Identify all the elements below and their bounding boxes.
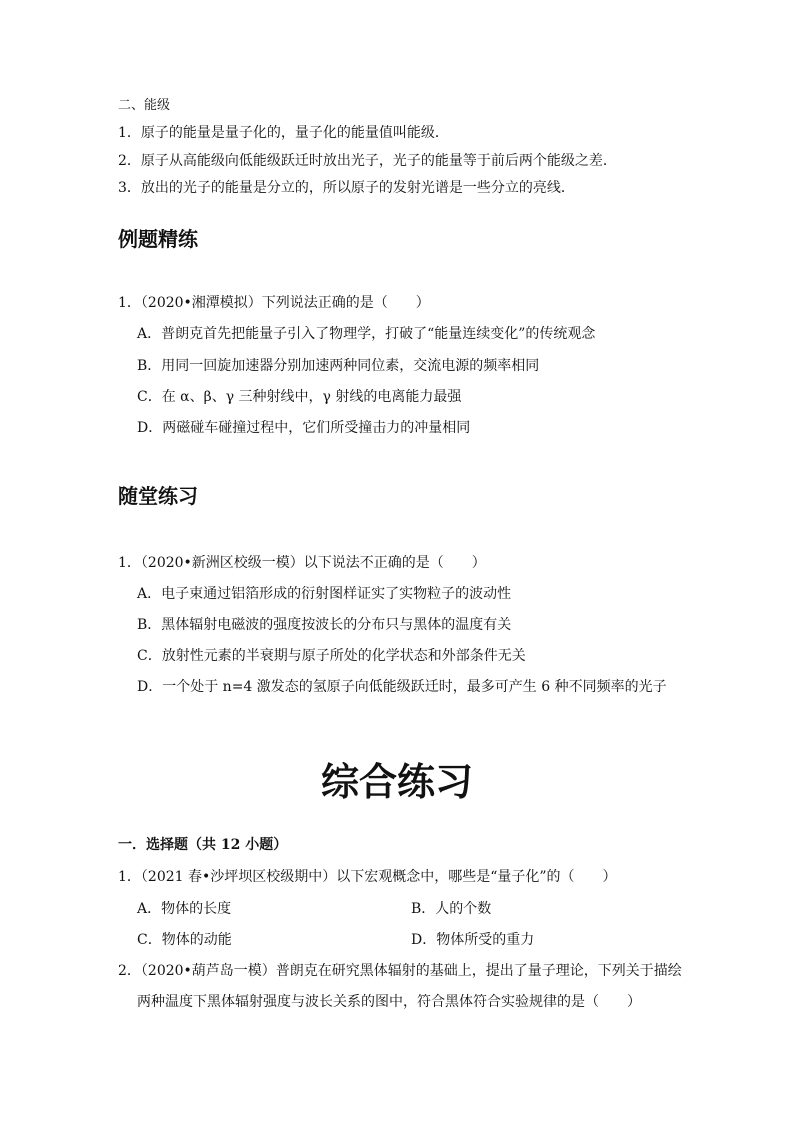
q1-option-a: A．物体的长度 (137, 901, 232, 917)
q1-option-d: D．物体所受的重力 (411, 932, 535, 948)
practice-option-d: D．一个处于 n=4 激发态的氢原子向低能级跃迁时，最多可产生 6 种不同频率的光子 (137, 679, 667, 695)
comprehensive-question-2-line-1: 2．（2020•葫芦岛一模）普朗克在研究黑体辐射的基础上，提出了量子理论，下列关于描绘 (118, 963, 682, 979)
comprehensive-question-2-line-2: 两种温度下黑体辐射强度与波长关系的图中，符合黑体符合实验规律的是（ ） (137, 994, 641, 1010)
energy-level-point-3: 3．放出的光子的能量是分立的，所以原子的发射光谱是一些分立的亮线． (118, 180, 575, 196)
practice-question-1: 1．（2020•新洲区校级一模）以下说法不正确的是（ ） (118, 555, 486, 571)
example-option-b: B．用同一回旋加速器分别加速两种同位素，交流电源的频率相同 (137, 358, 540, 374)
q1-option-b: B．人的个数 (411, 901, 492, 917)
comprehensive-question-1: 1．（2021 春•沙坪坝区校级期中）以下宏观概念中，哪些是“量子化”的（ ） (118, 869, 617, 885)
example-option-a: A．普朗克首先把能量子引入了物理学，打破了“能量连续变化”的传统观念 (137, 326, 596, 342)
practice-option-b: B．黑体辐射电磁波的强度按波长的分布只与黑体的温度有关 (137, 617, 512, 633)
q1-option-c: C．物体的动能 (137, 932, 232, 948)
practice-option-c: C．放射性元素的半衰期与原子所处的化学状态和外部条件无关 (137, 648, 526, 664)
example-option-c: C．在 α、β、γ 三种射线中，γ 射线的电离能力最强 (137, 389, 462, 405)
example-question-1: 1．（2020•湘潭模拟）下列说法正确的是（ ） (118, 295, 430, 311)
energy-level-point-1: 1．原子的能量是量子化的，量子化的能量值叫能级． (118, 125, 449, 141)
practice-option-a: A．电子束通过铝箔形成的衍射图样证实了实物粒子的波动性 (137, 586, 512, 602)
section-title-energy-levels: 二、能级 (118, 98, 171, 113)
heading-practice: 随堂练习 (118, 484, 198, 508)
subsection-multiple-choice: 一．选择题（共 12 小题） (118, 837, 288, 853)
heading-comprehensive: 综合练习 (320, 760, 473, 804)
heading-examples: 例题精练 (118, 227, 198, 251)
energy-level-point-2: 2．原子从高能级向低能级跃迁时放出光子，光子的能量等于前后两个能级之差． (118, 153, 617, 169)
example-option-d: D．两磁碰车碰撞过程中，它们所受撞击力的冲量相同 (137, 420, 471, 436)
